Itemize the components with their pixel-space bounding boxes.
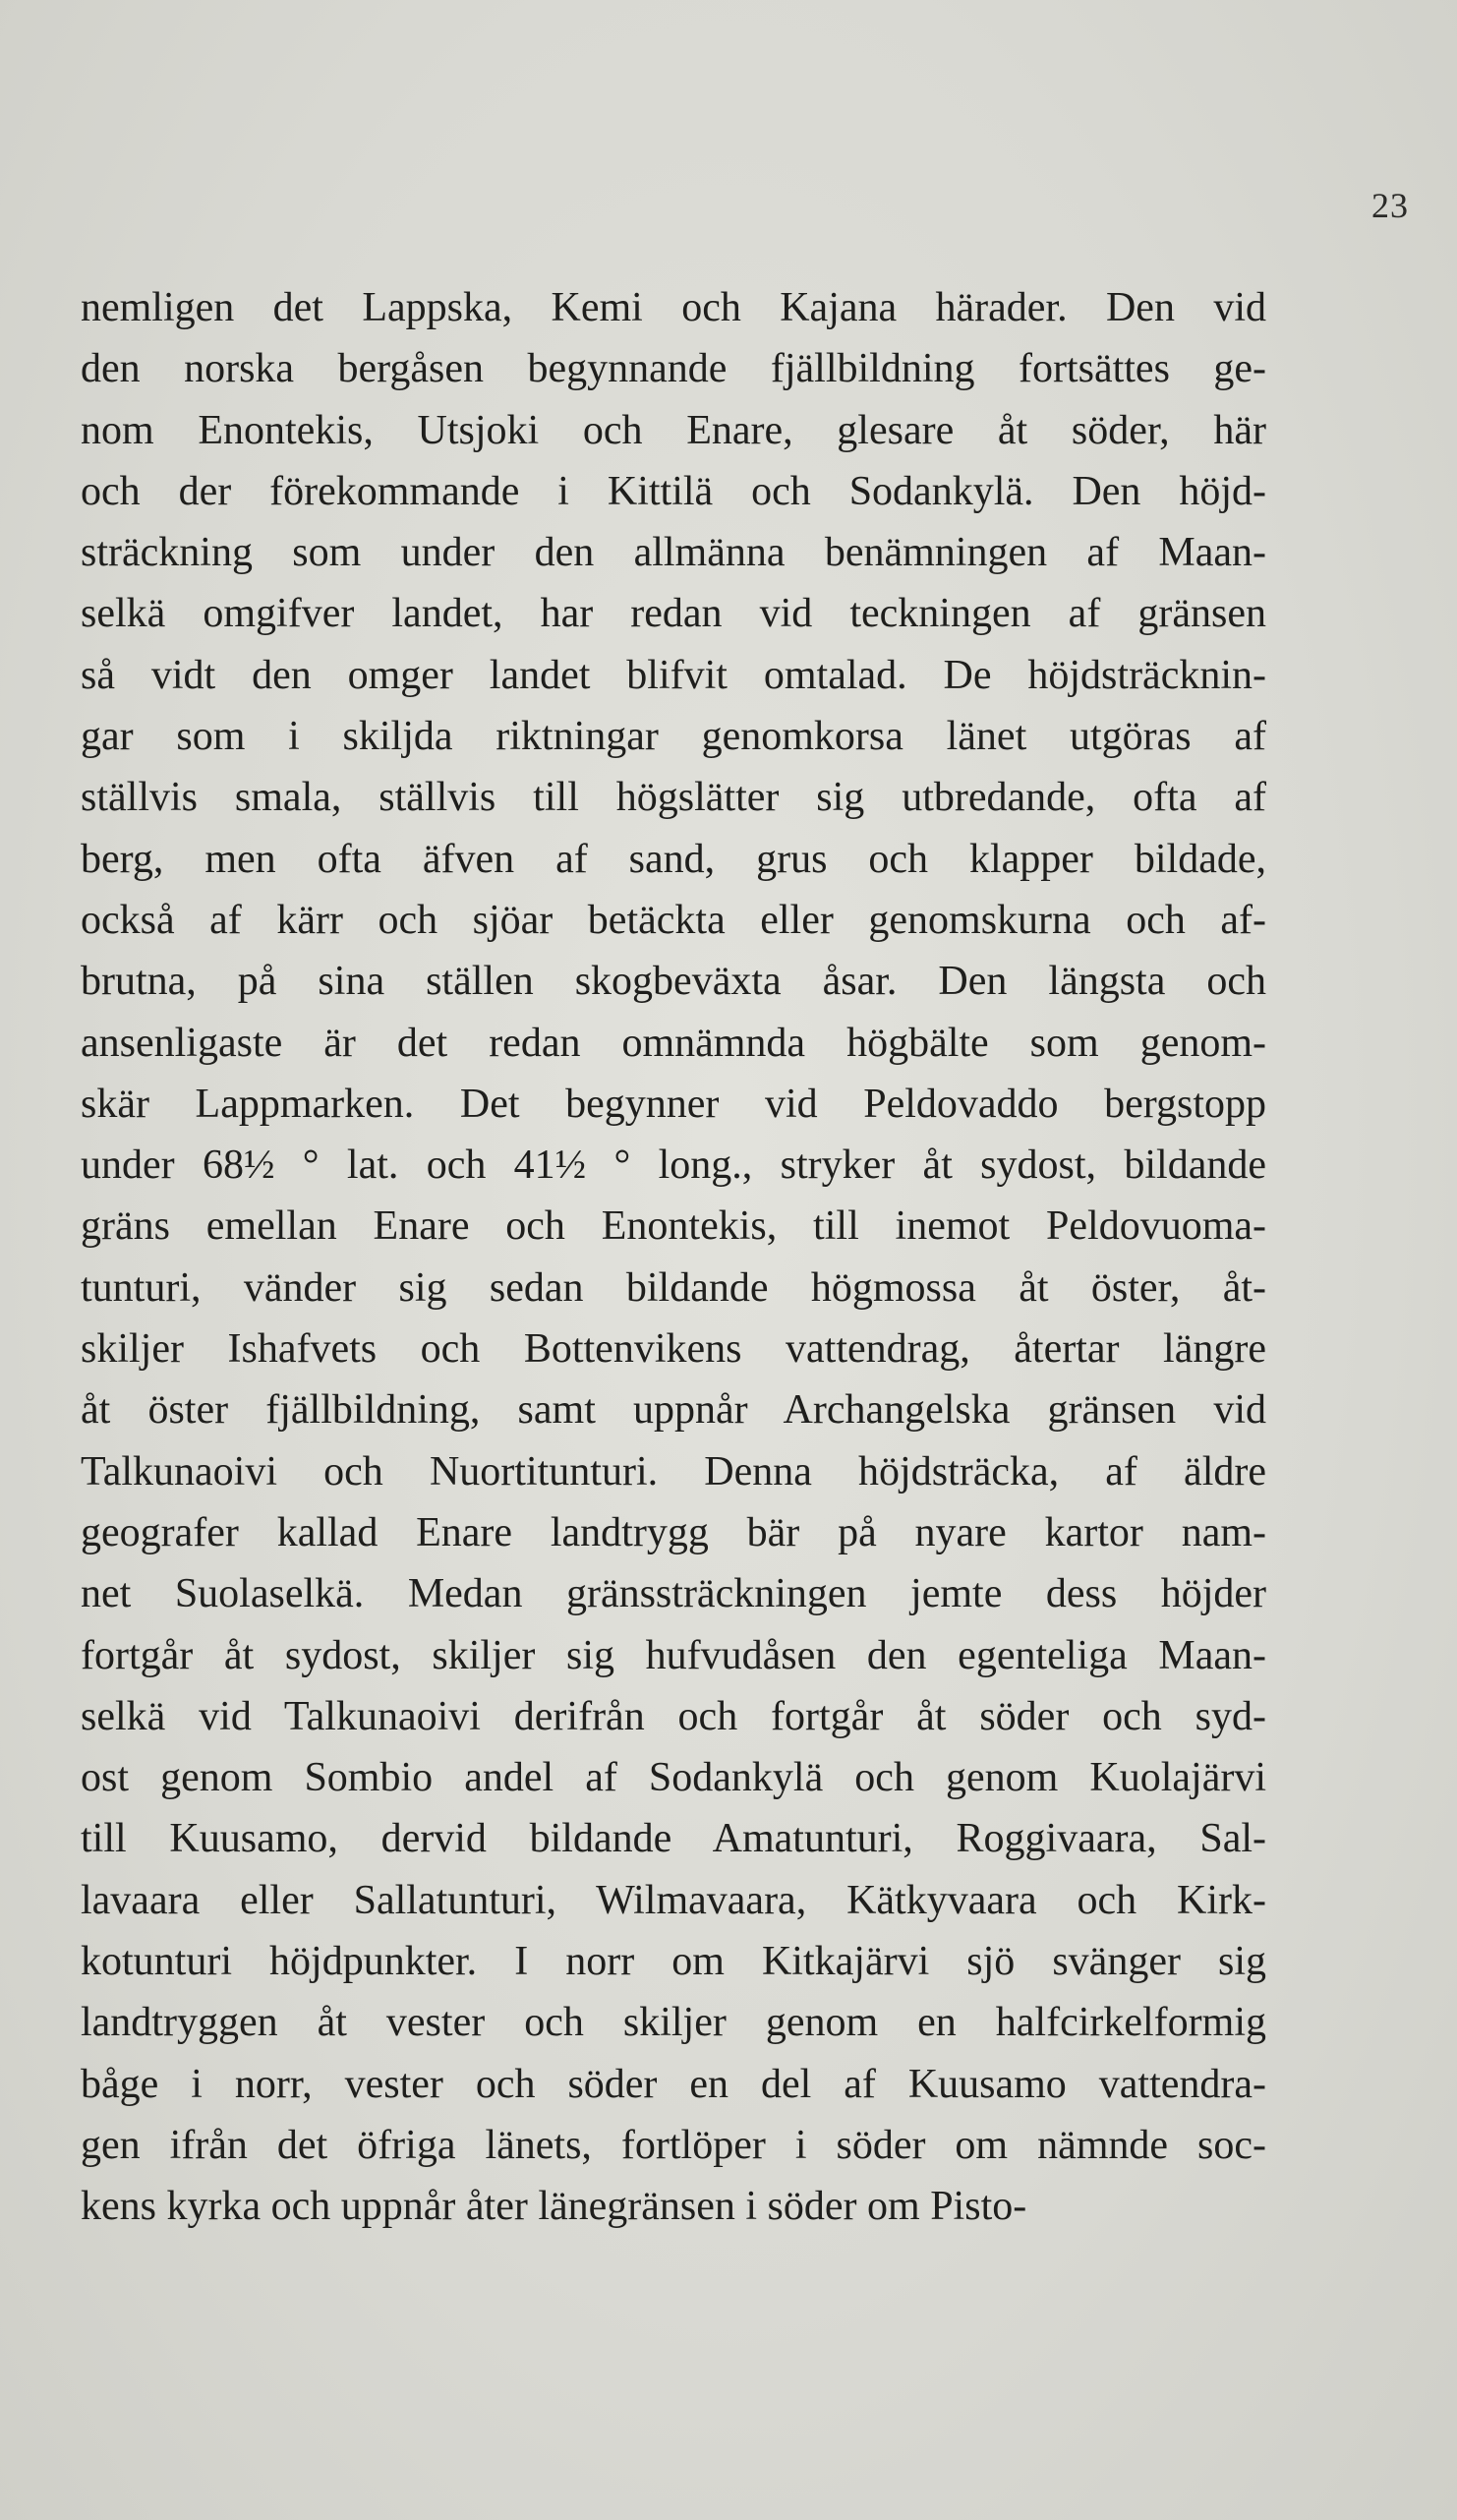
text-line: selkä vid Talkunaoivi derifrån och fortgår åt söder och syd- — [81, 1693, 1266, 1739]
text-line: nemligen det Lappska, Kemi och Kajana härader. Den vid — [81, 285, 1266, 330]
text-line: fortgår åt sydost, skiljer sig hufvudåsen den egenteliga Maan- — [81, 1632, 1266, 1678]
text-line: gen ifrån det öfriga länets, fortlöper i söder om nämnde soc- — [81, 2122, 1266, 2168]
text-line: under 68½ ° lat. och 41½ ° long., stryker åt sydost, bildande — [81, 1143, 1266, 1189]
text-line: selkä omgifver landet, har redan vid teckningen af gränsen — [81, 591, 1266, 637]
text-line: skiljer Ishafvets och Bottenvikens vattendrag, återtar längre — [81, 1326, 1266, 1373]
text-line: båge i norr, vester och söder en del af Kuusamo vattendra- — [81, 2061, 1266, 2107]
text-line: också af kärr och sjöar betäckta eller genomskurna och af- — [81, 897, 1266, 943]
text-line: och der förekommande i Kittilä och Sodankylä. Den höjd- — [81, 468, 1266, 514]
text-line: till Kuusamo, dervid bildande Amatunturi, Roggivaara, Sal- — [81, 1816, 1266, 1862]
text-line: berg, men ofta äfven af sand, grus och klapper bildade, — [81, 836, 1266, 882]
text-line: skär Lappmarken. Det begynner vid Peldovaddo bergstopp — [81, 1081, 1266, 1127]
page-number: 23 — [1371, 186, 1409, 225]
text-line: den norska bergåsen begynnande fjällbildning fortsättes ge- — [81, 346, 1266, 392]
text-line: åt öster fjällbildning, samt uppnår Archangelska gränsen vid — [81, 1387, 1266, 1434]
text-line: net Suolaselkä. Medan gränssträckningen jemte dess höjder — [81, 1571, 1266, 1617]
text-line: kotunturi höjdpunkter. I norr om Kitkajärvi sjö svänger sig — [81, 1939, 1266, 1985]
text-line: ost genom Sombio andel af Sodankylä och genom Kuolajärvi — [81, 1755, 1266, 1801]
text-line: gräns emellan Enare och Enontekis, till inemot Peldovuoma- — [81, 1203, 1266, 1250]
text-line: sträckning som under den allmänna benämningen af Maan- — [81, 530, 1266, 576]
text-line: geografer kallad Enare landtrygg bär på nyare kartor nam- — [81, 1509, 1266, 1555]
text-line: så vidt den omger landet blifvit omtalad. De höjdsträcknin- — [81, 652, 1266, 698]
text-line: tunturi, vänder sig sedan bildande högmossa åt öster, åt- — [81, 1264, 1266, 1311]
text-line: gar som i skiljda riktningar genomkorsa länet utgöras af — [81, 714, 1266, 760]
text-line: brutna, på sina ställen skogbeväxta åsar. Den längsta och — [81, 959, 1266, 1005]
body-text — [81, 277, 1266, 2238]
text-line: ställvis smala, ställvis till högslätter sig utbredande, ofta af — [81, 775, 1266, 821]
text-line: landtryggen åt vester och skiljer genom en halfcirkelformig — [81, 2000, 1266, 2046]
text-line: ansenligaste är det redan omnämnda högbälte som genom- — [81, 1020, 1266, 1066]
text-line: nom Enontekis, Utsjoki och Enare, glesare åt söder, här — [81, 407, 1266, 453]
text-line: Talkunaoivi och Nuortitunturi. Denna höjdsträcka, af äldre — [81, 1448, 1266, 1494]
text-line: kens kyrka och uppnår åter länegränsen i söder om Pisto- — [81, 2184, 1027, 2230]
text-line: lavaara eller Sallatunturi, Wilmavaara, Kätkyvaara och Kirk- — [81, 1877, 1266, 1923]
